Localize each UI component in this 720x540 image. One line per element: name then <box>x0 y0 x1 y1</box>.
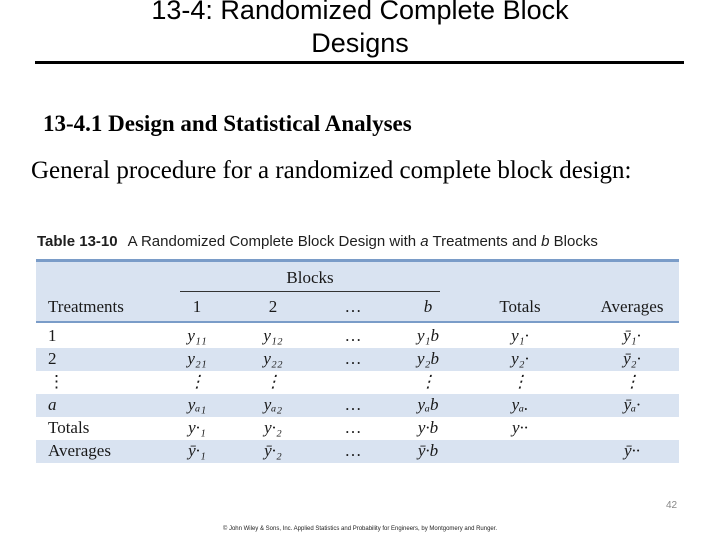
block-2-cell: yₐ₂ <box>263 395 283 414</box>
header-block-2: 2 <box>268 297 278 316</box>
copyright-footer: © John Wiley & Sons, Inc. Applied Statistics and Probability for Engineers, by Montgomery and Runger. <box>222 526 498 532</box>
block-b-cell: yₐb <box>417 395 439 414</box>
block-b-cell: ⋮ <box>419 372 437 391</box>
header-totals: Totals <box>499 297 541 316</box>
average-cell: ȳₐ· <box>623 395 641 414</box>
total-cell: y₁· <box>511 326 529 345</box>
total-cell: y·· <box>511 418 529 437</box>
block-1-cell: ȳ·₁ <box>188 441 206 460</box>
total-cell: y₂· <box>511 349 529 368</box>
caption-a: a <box>420 233 429 250</box>
block-1-cell: y₂₁ <box>187 349 207 368</box>
block-dots-cell: … <box>344 418 362 437</box>
block-dots-cell: … <box>344 326 362 345</box>
caption-text-b: Treatments and <box>428 233 542 250</box>
treatment-cell: 2 <box>48 349 57 368</box>
slide-title-line1: 13-4: Randomized Complete Block <box>151 0 569 25</box>
treatment-cell: a <box>48 395 57 414</box>
total-cell: ⋮ <box>511 372 529 391</box>
header-block-dots: … <box>344 297 362 316</box>
block-b-cell: y·b <box>417 418 439 437</box>
average-cell: ȳ·· <box>623 441 641 460</box>
block-2-cell: ⋮ <box>264 372 282 391</box>
blocks-group-header: Blocks <box>286 268 334 287</box>
average-cell: ⋮ <box>623 372 641 391</box>
table-row <box>36 371 679 394</box>
average-cell: ȳ₂· <box>623 349 641 368</box>
block-dots-cell: … <box>344 441 362 460</box>
blocks-group-rule <box>180 291 440 292</box>
slide-title <box>0 0 720 60</box>
header-block-b: b <box>423 297 433 316</box>
block-1-cell: y·₁ <box>188 418 206 437</box>
page-number: 42 <box>666 500 678 511</box>
table-number: Table 13-10 <box>37 233 118 250</box>
treatment-cell: Totals <box>48 418 90 437</box>
block-dots-cell: … <box>344 395 362 414</box>
block-2-cell: y₂₂ <box>263 349 283 368</box>
header-treatments: Treatments <box>48 297 124 316</box>
caption-text-a: A Randomized Complete Block Design with <box>127 233 421 250</box>
header-averages: Averages <box>600 297 664 316</box>
block-1-cell: yₐ₁ <box>187 395 207 414</box>
block-b-cell: y₂b <box>417 349 439 368</box>
intro-text: General procedure for a randomized complete block design: <box>31 157 632 184</box>
treatment-cell: ⋮ <box>48 372 65 391</box>
average-cell: ȳ₁· <box>623 326 641 345</box>
block-1-cell: ⋮ <box>188 372 206 391</box>
total-cell: yₐ. <box>511 395 529 414</box>
block-2-cell: ȳ·₂ <box>264 441 282 460</box>
block-b-cell: y₁b <box>417 326 439 345</box>
slide-title-line2: Designs <box>311 28 409 58</box>
caption-b: b <box>541 233 550 250</box>
header-block-1: 1 <box>192 297 202 316</box>
caption-text-c: Blocks <box>549 233 598 250</box>
section-subheading: 13-4.1 Design and Statistical Analyses <box>43 111 412 136</box>
block-b-cell: ȳ·b <box>417 441 439 460</box>
treatment-cell: 1 <box>48 326 57 345</box>
table-caption <box>37 233 598 250</box>
table-header-rule <box>36 321 679 323</box>
block-2-cell: y₁₂ <box>263 326 283 345</box>
block-dots-cell: … <box>344 349 362 368</box>
block-2-cell: y·₂ <box>264 418 282 437</box>
design-table <box>36 259 679 471</box>
block-1-cell: y₁₁ <box>187 326 207 345</box>
treatment-cell: Averages <box>48 441 111 460</box>
title-underline <box>35 61 684 64</box>
